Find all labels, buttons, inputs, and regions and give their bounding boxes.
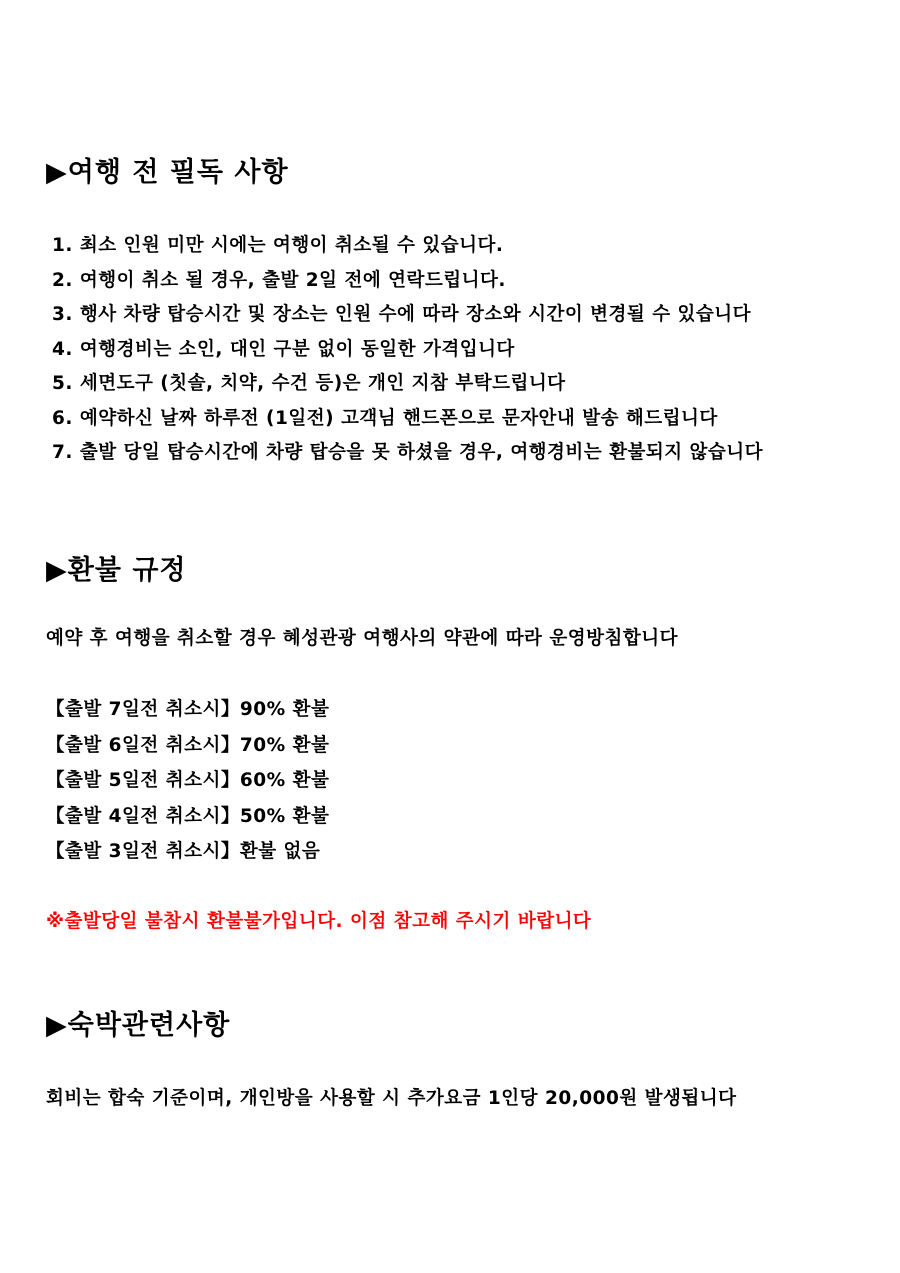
lodging-text: 회비는 합숙 기준이며, 개인방을 사용할 시 추가요금 1인당 20,000원 발생됩니다 xyxy=(46,1088,737,1109)
refund-notice: ※출발당일 불참시 환불불가입니다. 이점 참고해 주시기 바랍니다 xyxy=(46,911,592,932)
list-item: 1. 최소 인원 미만 시에는 여행이 취소될 수 있습니다. xyxy=(52,235,504,256)
refund-rule: 【출발 6일전 취소시】70% 환불 xyxy=(46,734,330,756)
refund-rule: 【출발 5일전 취소시】60% 환불 xyxy=(46,770,330,791)
refund-intro: 예약 후 여행을 취소할 경우 혜성관광 여행사의 약관에 따라 운영방침합니다 xyxy=(46,628,678,649)
refund-rule: 【출발 3일전 취소시】환불 없음 xyxy=(46,841,321,862)
list-item: 3. 행사 차량 탑승시간 및 장소는 인원 수에 따라 장소와 시간이 변경될 수 있습니다 xyxy=(52,304,752,325)
refund-title: ▶환불 규정 xyxy=(46,555,187,586)
lodging-title: ▶숙박관련사항 xyxy=(46,1010,231,1041)
before-travel-list xyxy=(52,229,763,471)
before-travel-title: ▶여행 전 필독 사항 xyxy=(46,157,289,188)
list-item: 5. 세면도구 (칫솔, 치약, 수건 등)은 개인 지참 부탁드립니다 xyxy=(52,373,566,394)
list-item: 7. 출발 당일 탑승시간에 차량 탑승을 못 하셨을 경우, 여행경비는 환불되지 않습니다 xyxy=(52,442,764,463)
refund-rule: 【출발 4일전 취소시】50% 환불 xyxy=(46,805,330,827)
refund-rules xyxy=(46,692,329,870)
refund-rule: 【출발 7일전 취소시】90% 환불 xyxy=(46,699,330,720)
list-item: 6. 예약하신 날짜 하루전 (1일전) 고객님 핸드폰으로 문자안내 발송 해드립니다 xyxy=(52,407,718,429)
list-item: 2. 여행이 취소 될 경우, 출발 2일 전에 연락드립니다. xyxy=(52,269,506,291)
list-item: 4. 여행경비는 소인, 대인 구분 없이 동일한 가격입니다 xyxy=(52,338,515,360)
